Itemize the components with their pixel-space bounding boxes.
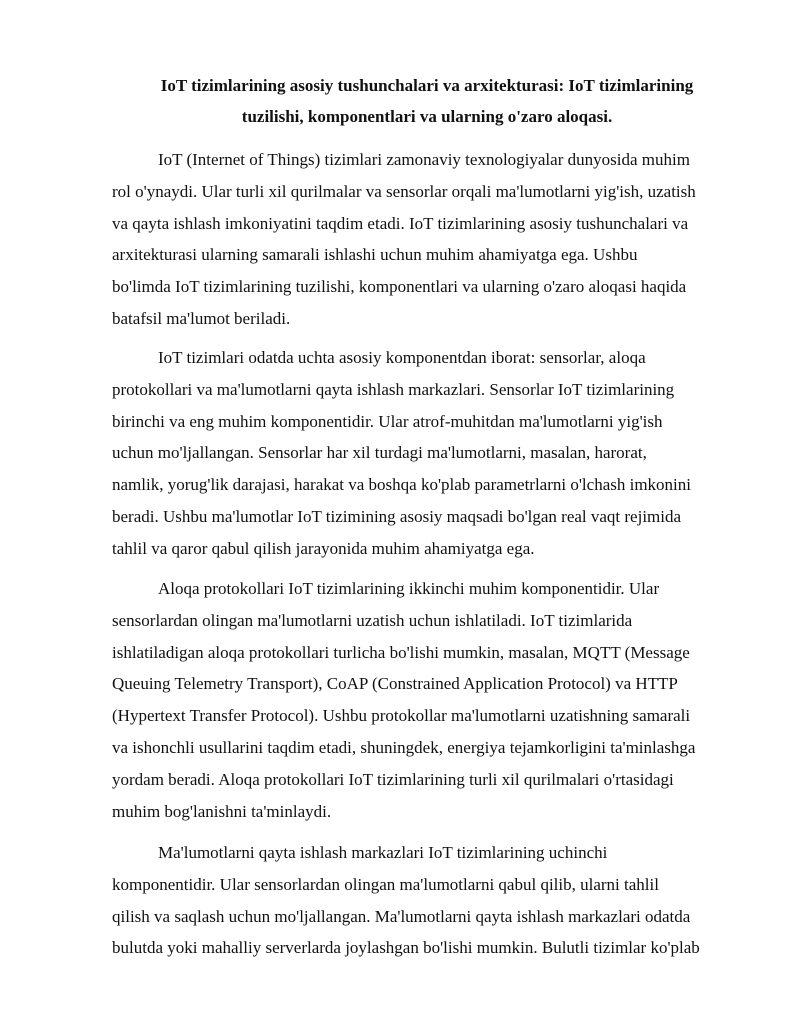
paragraph-protocols: [112, 573, 752, 827]
text-line: arxitekturasi ularning samarali ishlashi uchun muhim ahamiyatga ega. Ushbu: [112, 245, 638, 265]
text-line: IoT (Internet of Things) tizimlari zamonaviy texnologiyalar dunyosida muhim: [158, 150, 690, 169]
text-line: (Hypertext Transfer Protocol). Ushbu protokollar ma'lumotlarni uzatishning samarali: [112, 706, 691, 726]
text-line: Aloqa protokollari IoT tizimlarining ikkinchi muhim komponentidir. Ular: [158, 579, 660, 598]
text-line: batafsil ma'lumot beriladi.: [112, 308, 291, 328]
title-line: IoT tizimlarining asosiy tushunchalari va arxitekturasi: IoT tizimlarining: [160, 76, 694, 95]
text-line: bulutda yoki mahalliy serverlarda joylashgan bo'lishi mumkin. Bulutli tizimlar ko'plab: [112, 938, 700, 958]
text-line: birinchi va eng muhim komponentidir. Ular atrof-muhitdan ma'lumotlarni yig'ish: [112, 411, 663, 431]
document-title: [112, 70, 742, 132]
text-line: va ishonchli usullarini taqdim etadi, shuningdek, energiya tejamkorligini ta'minlashga: [112, 737, 696, 757]
text-line: komponentidir. Ular sensorlardan olingan ma'lumotlarni qabul qilib, ularni tahlil: [112, 874, 659, 894]
text-line: Queuing Telemetry Transport), CoAP (Constrained Application Protocol) va HTTP: [112, 674, 678, 694]
text-line: ishlatiladigan aloqa protokollari turlicha bo'lishi mumkin, masalan, MQTT (Message: [112, 642, 690, 662]
text-line: tahlil va qaror qabul qilish jarayonida muhim ahamiyatga ega.: [112, 538, 535, 558]
text-line: yordam beradi. Aloqa protokollari IoT tizimlarining turli xil qurilmalari o'rtasidagi: [112, 769, 674, 789]
paragraph-processing: [112, 837, 752, 964]
text-line: muhim bog'lanishni ta'minlaydi.: [112, 801, 332, 821]
text-line: rol o'ynaydi. Ular turli xil qurilmalar va sensorlar orqali ma'lumotlarni yig'ish, uzatish: [112, 181, 696, 201]
paragraph-intro: [112, 144, 752, 335]
text-line: uchun mo'ljallangan. Sensorlar har xil turdagi ma'lumotlarni, masalan, harorat,: [112, 443, 647, 463]
text-line: beradi. Ushbu ma'lumotlar IoT tizimining asosiy maqsadi bo'lgan real vaqt rejimida: [112, 506, 682, 526]
title-line: tuzilishi, komponentlari va ularning o'zaro aloqasi.: [241, 107, 613, 126]
text-line: IoT tizimlari odatda uchta asosiy komponentdan iborat: sensorlar, aloqa: [158, 348, 646, 367]
text-line: namlik, yorug'lik darajasi, harakat va boshqa ko'plab parametrlarni o'lchash imkonini: [112, 475, 691, 495]
text-line: va qayta ishlash imkoniyatini taqdim etadi. IoT tizimlarining asosiy tushunchalari va: [112, 213, 689, 233]
paragraph-components: [112, 342, 752, 565]
text-line: sensorlardan olingan ma'lumotlarni uzatish uchun ishlatiladi. IoT tizimlarida: [112, 610, 633, 630]
text-line: bo'limda IoT tizimlarining tuzilishi, komponentlari va ularning o'zaro aloqasi haqida: [112, 277, 687, 297]
text-line: qilish va saqlash uchun mo'ljallangan. Ma'lumotlarni qayta ishlash markazlari odatda: [112, 906, 691, 926]
text-line: protokollari va ma'lumotlarni qayta ishlash markazlari. Sensorlar IoT tizimlarining: [112, 379, 675, 399]
text-line: Ma'lumotlarni qayta ishlash markazlari IoT tizimlarining uchinchi: [158, 843, 608, 862]
